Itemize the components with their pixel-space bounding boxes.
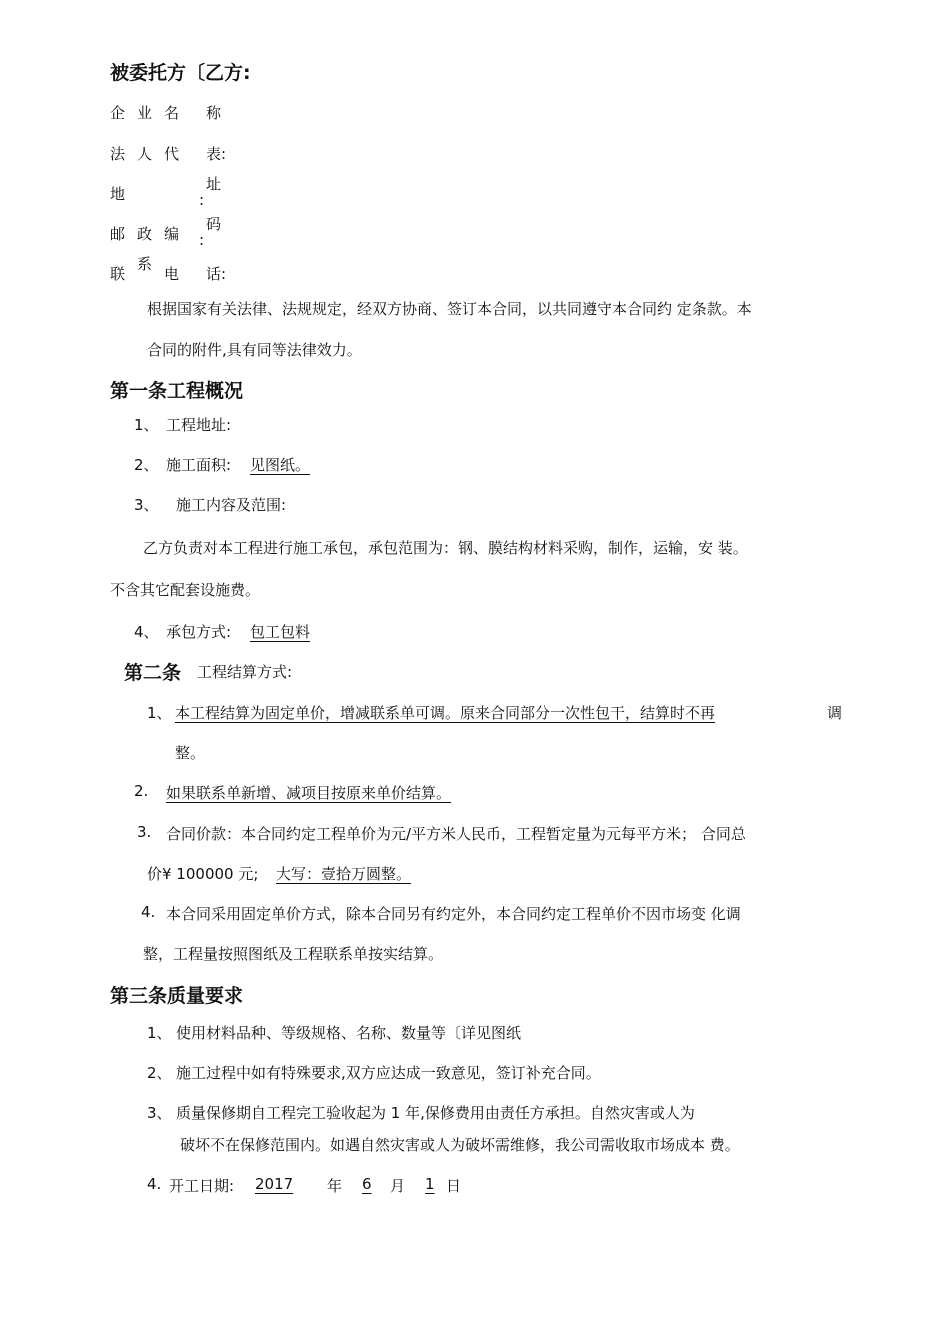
article-2-item-1-line-2: 整。 (175, 744, 206, 762)
field-char: 代 (164, 145, 180, 163)
preamble-line-1: 根据国家有关法律、法规规定，经双方协商、签订本合同，以共同遵守本合同约 定条款。本 (147, 300, 752, 318)
article-2-item-1-number: 1、 (147, 704, 172, 722)
field-char: 地 (110, 185, 126, 203)
article-1-item-1-text: 工程地址: (166, 416, 232, 434)
article-1-item-4-label: 承包方式: (166, 623, 232, 641)
article-1-item-2-label: 施工面积: (166, 456, 232, 474)
article-1-heading: 第一条工程概况 (110, 380, 244, 402)
article-1-item-3-text: 施工内容及范围: (176, 496, 287, 514)
article-3-item-2-text: 施工过程中如有特殊要求,双方应达成一致意见，签订补充合同。 (176, 1064, 601, 1082)
start-date-year: 2017 (255, 1175, 294, 1193)
article-1-scope-line-1: 乙方负责对本工程进行施工承包，承包范围为：钢、膜结构材料采购，制作，运输，安 装。 (143, 539, 748, 557)
start-date-day: 1 (425, 1175, 435, 1193)
article-3-item-2-number: 2、 (147, 1064, 172, 1082)
article-2-heading: 第二条 (124, 662, 182, 684)
field-char: 称 (206, 104, 222, 122)
field-char: 政 (137, 225, 153, 243)
article-3-heading: 第三条质量要求 (110, 985, 244, 1007)
article-2-item-1-text: 本工程结算为固定单价，增减联系单可调。原来合同部分一次性包干，结算时不再 (175, 704, 716, 722)
field-char: 企 (110, 104, 126, 122)
article-1-item-4-value: 包工包料 (250, 623, 311, 641)
article-2-item-4-line-2: 整，工程量按照图纸及工程联系单按实结算。 (143, 945, 444, 963)
field-char: 人 (137, 145, 153, 163)
article-3-item-3-line-2: 破坏不在保修范围内。如遇自然灾害或人为破坏需维修，我公司需收取市场成本 费。 (180, 1136, 740, 1154)
article-3-item-3-line-1: 质量保修期自工程完工验收起为 1 年,保修费用由责任方承担。自然灾害或人为 (176, 1104, 695, 1122)
article-1-item-2-number: 2、 (134, 456, 159, 474)
start-date-year-unit: 年 (327, 1177, 343, 1195)
article-2-item-3-price-words: 大写：壹拾万圆整。 (276, 865, 412, 883)
field-char: 话: (206, 265, 227, 283)
article-2-item-2-number: 2. (134, 782, 149, 800)
article-2-subheading: 工程结算方式: (197, 663, 293, 681)
article-1-item-3-number: 3、 (134, 496, 159, 514)
article-1-item-4-number: 4、 (134, 623, 159, 641)
article-2-item-3-number: 3. (137, 823, 152, 841)
start-date-day-unit: 日 (446, 1177, 462, 1195)
field-colon: : (199, 231, 205, 249)
party-b-heading: 被委托方〔乙方: (110, 62, 251, 84)
field-char: 编 (164, 225, 180, 243)
field-char: 址 (206, 175, 222, 193)
field-char: 表: (206, 145, 227, 163)
article-3-item-1-text: 使用材料品种、等级规格、名称、数量等〔详见图纸 (176, 1024, 522, 1042)
article-1-item-1-number: 1、 (134, 416, 159, 434)
field-char: 码 (206, 215, 222, 233)
article-2-item-1-text-end: 调 (827, 704, 843, 722)
article-2-item-4-number: 4. (141, 903, 156, 921)
article-3-item-4-number: 4. (147, 1175, 162, 1193)
article-1-scope-line-2: 不含其它配套设施费。 (110, 581, 261, 599)
start-date-month: 6 (362, 1175, 372, 1193)
article-2-item-3-price: 价¥ 100000 元; (147, 865, 259, 883)
start-date-month-unit: 月 (390, 1177, 406, 1195)
start-date-label: 开工日期: (169, 1177, 235, 1195)
field-char: 电 (164, 265, 180, 283)
field-char: 业 (137, 104, 153, 122)
article-2-item-3-line-1: 合同价款：本合同约定工程单价为元/平方米人民币，工程暂定量为元每平方米； 合同总 (166, 825, 746, 843)
field-char: 法 (110, 145, 126, 163)
field-colon: : (199, 191, 205, 209)
field-char: 系 (137, 255, 153, 273)
article-3-item-1-number: 1、 (147, 1024, 172, 1042)
article-2-item-4-line-1: 本合同采用固定单价方式，除本合同另有约定外，本合同约定工程单价不因市场变 化调 (166, 905, 741, 923)
field-char: 邮 (110, 225, 126, 243)
preamble-line-2: 合同的附件,具有同等法律效力。 (147, 341, 362, 359)
field-char: 名 (164, 104, 180, 122)
article-3-item-3-number: 3、 (147, 1104, 172, 1122)
field-char: 联 (110, 265, 126, 283)
article-2-item-2-text: 如果联系单新增、减项目按原来单价结算。 (166, 784, 452, 802)
article-1-item-2-value: 见图纸。 (250, 456, 311, 474)
